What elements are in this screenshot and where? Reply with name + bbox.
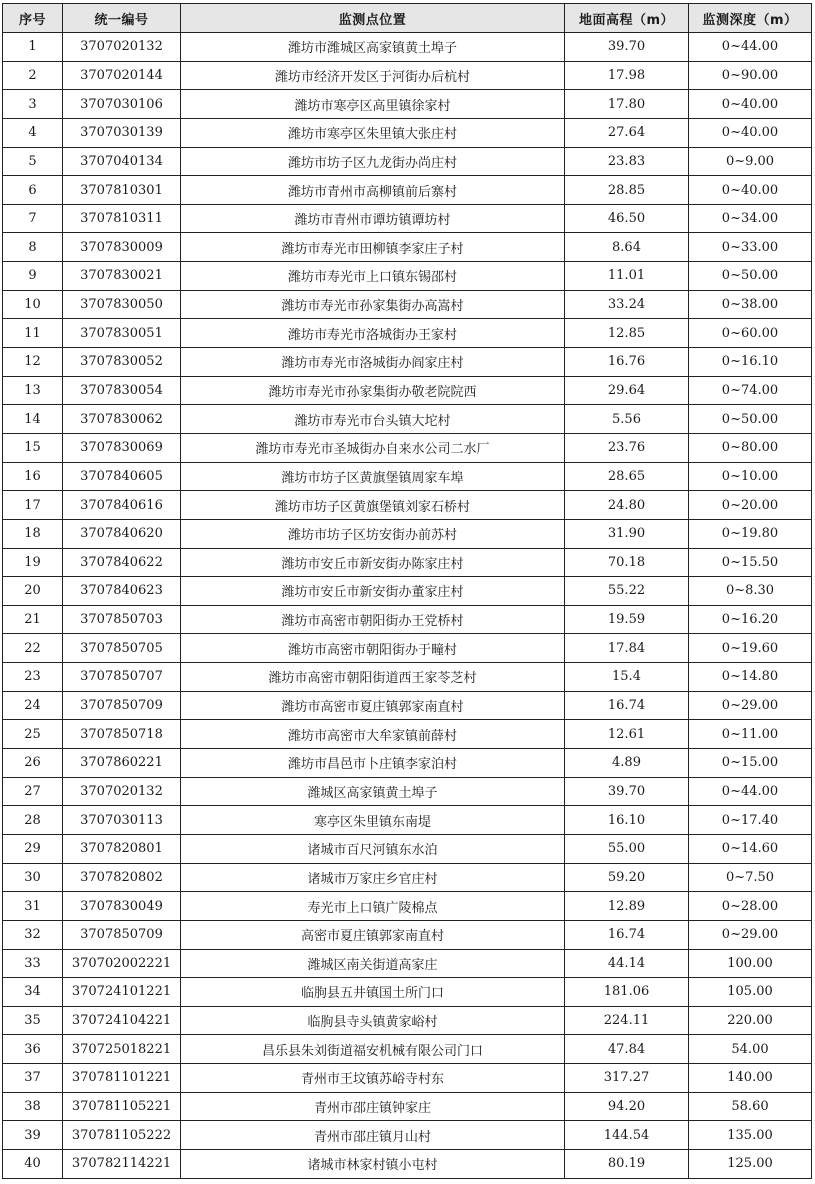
table-row bbox=[3, 720, 812, 749]
serial-number-cell: 16 bbox=[3, 462, 63, 491]
location-cell: 高密市夏庄镇郭家南直村 bbox=[181, 920, 565, 949]
serial-number-cell: 30 bbox=[3, 863, 63, 892]
monitoring-depth-cell: 0~74.00 bbox=[689, 376, 812, 405]
location-cell: 潍坊市寿光市洛城街办阎家庄村 bbox=[181, 348, 565, 377]
serial-number-cell: 26 bbox=[3, 749, 63, 778]
table-row bbox=[3, 118, 812, 147]
serial-number-cell: 14 bbox=[3, 405, 63, 434]
monitoring-depth-cell: 0~40.00 bbox=[689, 118, 812, 147]
unified-code-cell: 3707820802 bbox=[63, 863, 181, 892]
serial-number-cell: 4 bbox=[3, 118, 63, 147]
location-cell: 潍坊市高密市朝阳街道西王家苓芝村 bbox=[181, 663, 565, 692]
table-row bbox=[3, 777, 812, 806]
table-row bbox=[3, 949, 812, 978]
serial-number-cell: 35 bbox=[3, 1006, 63, 1035]
monitoring-depth-cell: 0~28.00 bbox=[689, 892, 812, 921]
ground-elevation-cell: 31.90 bbox=[565, 519, 689, 548]
monitoring-depth-cell: 125.00 bbox=[689, 1149, 812, 1178]
location-cell: 潍坊市安丘市新安街办董家庄村 bbox=[181, 577, 565, 606]
unified-code-cell: 3707020132 bbox=[63, 777, 181, 806]
location-cell: 诸城市百尺河镇东水泊 bbox=[181, 834, 565, 863]
location-cell: 诸城市林家村镇小屯村 bbox=[181, 1149, 565, 1178]
table-row bbox=[3, 147, 812, 176]
header-row bbox=[3, 4, 812, 33]
table-row bbox=[3, 405, 812, 434]
table-row bbox=[3, 462, 812, 491]
ground-elevation-cell: 17.80 bbox=[565, 90, 689, 119]
unified-code-cell: 3707830009 bbox=[63, 233, 181, 262]
location-cell: 潍坊市坊子区九龙街办尚庄村 bbox=[181, 147, 565, 176]
serial-number-cell: 21 bbox=[3, 605, 63, 634]
table-row bbox=[3, 834, 812, 863]
monitoring-depth-cell: 0~7.50 bbox=[689, 863, 812, 892]
table-row bbox=[3, 376, 812, 405]
unified-code-cell: 3707830050 bbox=[63, 290, 181, 319]
monitoring-depth-cell: 0~16.20 bbox=[689, 605, 812, 634]
location-cell: 青州市邵庄镇钟家庄 bbox=[181, 1092, 565, 1121]
unified-code-cell: 3707810301 bbox=[63, 176, 181, 205]
table-row bbox=[3, 1064, 812, 1093]
unified-code-cell: 3707860221 bbox=[63, 749, 181, 778]
location-cell: 青州市邵庄镇月山村 bbox=[181, 1121, 565, 1150]
ground-elevation-cell: 16.76 bbox=[565, 348, 689, 377]
location-cell: 潍坊市寒亭区朱里镇大张庄村 bbox=[181, 118, 565, 147]
serial-number-cell: 28 bbox=[3, 806, 63, 835]
location-cell: 潍坊市坊子区黄旗堡镇周家车埠 bbox=[181, 462, 565, 491]
unified-code-cell: 3707850703 bbox=[63, 605, 181, 634]
serial-number-cell: 20 bbox=[3, 577, 63, 606]
table-row bbox=[3, 319, 812, 348]
table-row bbox=[3, 634, 812, 663]
monitoring-depth-cell: 0~20.00 bbox=[689, 491, 812, 520]
ground-elevation-cell: 39.70 bbox=[565, 33, 689, 62]
serial-number-cell: 22 bbox=[3, 634, 63, 663]
location-cell: 临朐县五井镇国土所门口 bbox=[181, 978, 565, 1007]
monitoring-depth-cell: 0~60.00 bbox=[689, 319, 812, 348]
ground-elevation-cell: 28.65 bbox=[565, 462, 689, 491]
ground-elevation-cell: 181.06 bbox=[565, 978, 689, 1007]
serial-number-cell: 6 bbox=[3, 176, 63, 205]
unified-code-cell: 370724104221 bbox=[63, 1006, 181, 1035]
unified-code-cell: 370781105221 bbox=[63, 1092, 181, 1121]
monitoring-depth-cell: 0~19.80 bbox=[689, 519, 812, 548]
ground-elevation-cell: 23.76 bbox=[565, 433, 689, 462]
serial-number-cell: 8 bbox=[3, 233, 63, 262]
location-cell: 潍坊市潍城区高家镇黄土埠子 bbox=[181, 33, 565, 62]
monitoring-depth-cell: 135.00 bbox=[689, 1121, 812, 1150]
serial-number-cell: 33 bbox=[3, 949, 63, 978]
location-cell: 潍城区高家镇黄土埠子 bbox=[181, 777, 565, 806]
monitoring-points-table bbox=[2, 3, 812, 1179]
monitoring-depth-cell: 0~40.00 bbox=[689, 176, 812, 205]
ground-elevation-cell: 39.70 bbox=[565, 777, 689, 806]
unified-code-cell: 3707840605 bbox=[63, 462, 181, 491]
header-location: 监测点位置 bbox=[181, 4, 565, 33]
serial-number-cell: 19 bbox=[3, 548, 63, 577]
unified-code-cell: 3707840623 bbox=[63, 577, 181, 606]
location-cell: 昌乐县朱刘街道福安机械有限公司门口 bbox=[181, 1035, 565, 1064]
serial-number-cell: 13 bbox=[3, 376, 63, 405]
unified-code-cell: 3707840616 bbox=[63, 491, 181, 520]
location-cell: 潍坊市高密市朝阳街办王党桥村 bbox=[181, 605, 565, 634]
ground-elevation-cell: 19.59 bbox=[565, 605, 689, 634]
serial-number-cell: 5 bbox=[3, 147, 63, 176]
table-row bbox=[3, 663, 812, 692]
unified-code-cell: 370781105222 bbox=[63, 1121, 181, 1150]
serial-number-cell: 10 bbox=[3, 290, 63, 319]
location-cell: 潍坊市寿光市上口镇东锡邵村 bbox=[181, 262, 565, 291]
monitoring-depth-cell: 0~8.30 bbox=[689, 577, 812, 606]
serial-number-cell: 36 bbox=[3, 1035, 63, 1064]
monitoring-points-table-container bbox=[2, 3, 811, 1179]
location-cell: 潍坊市高密市大牟家镇前薛村 bbox=[181, 720, 565, 749]
monitoring-depth-cell: 0~80.00 bbox=[689, 433, 812, 462]
ground-elevation-cell: 27.64 bbox=[565, 118, 689, 147]
unified-code-cell: 3707020132 bbox=[63, 33, 181, 62]
table-row bbox=[3, 204, 812, 233]
location-cell: 潍坊市青州市高柳镇前后寨村 bbox=[181, 176, 565, 205]
table-row bbox=[3, 519, 812, 548]
table-row bbox=[3, 1121, 812, 1150]
unified-code-cell: 370724101221 bbox=[63, 978, 181, 1007]
location-cell: 潍城区南关街道高家庄 bbox=[181, 949, 565, 978]
unified-code-cell: 3707830052 bbox=[63, 348, 181, 377]
unified-code-cell: 3707840622 bbox=[63, 548, 181, 577]
table-row bbox=[3, 290, 812, 319]
unified-code-cell: 3707840620 bbox=[63, 519, 181, 548]
ground-elevation-cell: 16.74 bbox=[565, 691, 689, 720]
location-cell: 潍坊市青州市谭坊镇谭坊村 bbox=[181, 204, 565, 233]
unified-code-cell: 3707830049 bbox=[63, 892, 181, 921]
unified-code-cell: 3707830062 bbox=[63, 405, 181, 434]
table-row bbox=[3, 1092, 812, 1121]
serial-number-cell: 40 bbox=[3, 1149, 63, 1178]
serial-number-cell: 34 bbox=[3, 978, 63, 1007]
serial-number-cell: 24 bbox=[3, 691, 63, 720]
location-cell: 潍坊市寿光市圣城街办自来水公司二水厂 bbox=[181, 433, 565, 462]
ground-elevation-cell: 16.74 bbox=[565, 920, 689, 949]
ground-elevation-cell: 70.18 bbox=[565, 548, 689, 577]
table-row bbox=[3, 90, 812, 119]
location-cell: 潍坊市坊子区坊安街办前苏村 bbox=[181, 519, 565, 548]
monitoring-depth-cell: 0~50.00 bbox=[689, 262, 812, 291]
monitoring-depth-cell: 0~33.00 bbox=[689, 233, 812, 262]
serial-number-cell: 37 bbox=[3, 1064, 63, 1093]
unified-code-cell: 370702002221 bbox=[63, 949, 181, 978]
unified-code-cell: 370725018221 bbox=[63, 1035, 181, 1064]
table-row bbox=[3, 691, 812, 720]
unified-code-cell: 3707040134 bbox=[63, 147, 181, 176]
table-row bbox=[3, 577, 812, 606]
monitoring-depth-cell: 0~15.50 bbox=[689, 548, 812, 577]
monitoring-depth-cell: 0~14.80 bbox=[689, 663, 812, 692]
unified-code-cell: 3707850718 bbox=[63, 720, 181, 749]
unified-code-cell: 3707020144 bbox=[63, 61, 181, 90]
monitoring-depth-cell: 0~29.00 bbox=[689, 691, 812, 720]
location-cell: 潍坊市寿光市洛城街办王家村 bbox=[181, 319, 565, 348]
table-row bbox=[3, 920, 812, 949]
header-unified-code: 统一编号 bbox=[63, 4, 181, 33]
header-serial-number: 序号 bbox=[3, 4, 63, 33]
location-cell: 寒亭区朱里镇东南堤 bbox=[181, 806, 565, 835]
unified-code-cell: 3707030113 bbox=[63, 806, 181, 835]
monitoring-depth-cell: 140.00 bbox=[689, 1064, 812, 1093]
serial-number-cell: 31 bbox=[3, 892, 63, 921]
serial-number-cell: 17 bbox=[3, 491, 63, 520]
monitoring-depth-cell: 0~44.00 bbox=[689, 33, 812, 62]
unified-code-cell: 3707830069 bbox=[63, 433, 181, 462]
monitoring-depth-cell: 0~16.10 bbox=[689, 348, 812, 377]
location-cell: 青州市王坟镇苏峪寺村东 bbox=[181, 1064, 565, 1093]
monitoring-depth-cell: 0~38.00 bbox=[689, 290, 812, 319]
serial-number-cell: 38 bbox=[3, 1092, 63, 1121]
location-cell: 潍坊市安丘市新安街办陈家庄村 bbox=[181, 548, 565, 577]
location-cell: 潍坊市经济开发区于河街办后杭村 bbox=[181, 61, 565, 90]
table-row bbox=[3, 548, 812, 577]
ground-elevation-cell: 16.10 bbox=[565, 806, 689, 835]
serial-number-cell: 18 bbox=[3, 519, 63, 548]
serial-number-cell: 9 bbox=[3, 262, 63, 291]
location-cell: 潍坊市寿光市田柳镇李家庄子村 bbox=[181, 233, 565, 262]
ground-elevation-cell: 8.64 bbox=[565, 233, 689, 262]
unified-code-cell: 3707820801 bbox=[63, 834, 181, 863]
ground-elevation-cell: 55.22 bbox=[565, 577, 689, 606]
serial-number-cell: 39 bbox=[3, 1121, 63, 1150]
ground-elevation-cell: 44.14 bbox=[565, 949, 689, 978]
ground-elevation-cell: 24.80 bbox=[565, 491, 689, 520]
table-header bbox=[3, 4, 812, 33]
ground-elevation-cell: 12.61 bbox=[565, 720, 689, 749]
monitoring-depth-cell: 0~40.00 bbox=[689, 90, 812, 119]
ground-elevation-cell: 47.84 bbox=[565, 1035, 689, 1064]
ground-elevation-cell: 17.84 bbox=[565, 634, 689, 663]
header-monitoring-depth: 监测深度（m） bbox=[689, 4, 812, 33]
ground-elevation-cell: 23.83 bbox=[565, 147, 689, 176]
unified-code-cell: 3707830021 bbox=[63, 262, 181, 291]
serial-number-cell: 29 bbox=[3, 834, 63, 863]
ground-elevation-cell: 55.00 bbox=[565, 834, 689, 863]
monitoring-depth-cell: 0~10.00 bbox=[689, 462, 812, 491]
ground-elevation-cell: 144.54 bbox=[565, 1121, 689, 1150]
unified-code-cell: 3707850705 bbox=[63, 634, 181, 663]
monitoring-depth-cell: 54.00 bbox=[689, 1035, 812, 1064]
location-cell: 潍坊市寿光市孙家集街办敬老院院西 bbox=[181, 376, 565, 405]
location-cell: 临朐县寺头镇黄家峪村 bbox=[181, 1006, 565, 1035]
monitoring-depth-cell: 0~29.00 bbox=[689, 920, 812, 949]
monitoring-depth-cell: 0~9.00 bbox=[689, 147, 812, 176]
monitoring-depth-cell: 0~14.60 bbox=[689, 834, 812, 863]
location-cell: 潍坊市坊子区黄旗堡镇刘家石桥村 bbox=[181, 491, 565, 520]
unified-code-cell: 370781101221 bbox=[63, 1064, 181, 1093]
serial-number-cell: 23 bbox=[3, 663, 63, 692]
unified-code-cell: 3707810311 bbox=[63, 204, 181, 233]
table-row bbox=[3, 605, 812, 634]
ground-elevation-cell: 33.24 bbox=[565, 290, 689, 319]
unified-code-cell: 3707850709 bbox=[63, 920, 181, 949]
monitoring-depth-cell: 0~17.40 bbox=[689, 806, 812, 835]
table-row bbox=[3, 491, 812, 520]
table-row bbox=[3, 233, 812, 262]
table-row bbox=[3, 176, 812, 205]
serial-number-cell: 25 bbox=[3, 720, 63, 749]
header-ground-elevation: 地面高程（m） bbox=[565, 4, 689, 33]
serial-number-cell: 32 bbox=[3, 920, 63, 949]
location-cell: 潍坊市高密市夏庄镇郭家南直村 bbox=[181, 691, 565, 720]
ground-elevation-cell: 15.4 bbox=[565, 663, 689, 692]
serial-number-cell: 12 bbox=[3, 348, 63, 377]
serial-number-cell: 11 bbox=[3, 319, 63, 348]
table-row bbox=[3, 262, 812, 291]
table-row bbox=[3, 806, 812, 835]
serial-number-cell: 2 bbox=[3, 61, 63, 90]
serial-number-cell: 27 bbox=[3, 777, 63, 806]
table-row bbox=[3, 348, 812, 377]
serial-number-cell: 7 bbox=[3, 204, 63, 233]
unified-code-cell: 370782114221 bbox=[63, 1149, 181, 1178]
table-row bbox=[3, 1149, 812, 1178]
ground-elevation-cell: 17.98 bbox=[565, 61, 689, 90]
monitoring-depth-cell: 0~50.00 bbox=[689, 405, 812, 434]
ground-elevation-cell: 80.19 bbox=[565, 1149, 689, 1178]
monitoring-depth-cell: 0~90.00 bbox=[689, 61, 812, 90]
monitoring-depth-cell: 0~34.00 bbox=[689, 204, 812, 233]
table-row bbox=[3, 978, 812, 1007]
ground-elevation-cell: 59.20 bbox=[565, 863, 689, 892]
ground-elevation-cell: 12.85 bbox=[565, 319, 689, 348]
table-row bbox=[3, 863, 812, 892]
unified-code-cell: 3707850709 bbox=[63, 691, 181, 720]
monitoring-depth-cell: 0~15.00 bbox=[689, 749, 812, 778]
location-cell: 诸城市万家庄乡官庄村 bbox=[181, 863, 565, 892]
ground-elevation-cell: 224.11 bbox=[565, 1006, 689, 1035]
ground-elevation-cell: 4.89 bbox=[565, 749, 689, 778]
table-row bbox=[3, 433, 812, 462]
unified-code-cell: 3707830051 bbox=[63, 319, 181, 348]
table-row bbox=[3, 1006, 812, 1035]
serial-number-cell: 15 bbox=[3, 433, 63, 462]
location-cell: 潍坊市高密市朝阳街办于疃村 bbox=[181, 634, 565, 663]
location-cell: 潍坊市昌邑市卜庄镇李家泊村 bbox=[181, 749, 565, 778]
ground-elevation-cell: 11.01 bbox=[565, 262, 689, 291]
monitoring-depth-cell: 105.00 bbox=[689, 978, 812, 1007]
location-cell: 潍坊市寿光市孙家集街办高嵩村 bbox=[181, 290, 565, 319]
ground-elevation-cell: 46.50 bbox=[565, 204, 689, 233]
table-row bbox=[3, 61, 812, 90]
monitoring-depth-cell: 0~11.00 bbox=[689, 720, 812, 749]
monitoring-depth-cell: 0~19.60 bbox=[689, 634, 812, 663]
monitoring-depth-cell: 0~44.00 bbox=[689, 777, 812, 806]
table-row bbox=[3, 33, 812, 62]
unified-code-cell: 3707030106 bbox=[63, 90, 181, 119]
monitoring-depth-cell: 220.00 bbox=[689, 1006, 812, 1035]
ground-elevation-cell: 29.64 bbox=[565, 376, 689, 405]
serial-number-cell: 3 bbox=[3, 90, 63, 119]
table-row bbox=[3, 892, 812, 921]
serial-number-cell: 1 bbox=[3, 33, 63, 62]
monitoring-depth-cell: 100.00 bbox=[689, 949, 812, 978]
ground-elevation-cell: 317.27 bbox=[565, 1064, 689, 1093]
ground-elevation-cell: 12.89 bbox=[565, 892, 689, 921]
unified-code-cell: 3707830054 bbox=[63, 376, 181, 405]
monitoring-depth-cell: 58.60 bbox=[689, 1092, 812, 1121]
location-cell: 潍坊市寿光市台头镇大坨村 bbox=[181, 405, 565, 434]
location-cell: 潍坊市寒亭区高里镇徐家村 bbox=[181, 90, 565, 119]
table-body bbox=[3, 33, 812, 1179]
table-row bbox=[3, 749, 812, 778]
table-row bbox=[3, 1035, 812, 1064]
location-cell: 寿光市上口镇广陵棉点 bbox=[181, 892, 565, 921]
ground-elevation-cell: 94.20 bbox=[565, 1092, 689, 1121]
ground-elevation-cell: 28.85 bbox=[565, 176, 689, 205]
ground-elevation-cell: 5.56 bbox=[565, 405, 689, 434]
unified-code-cell: 3707850707 bbox=[63, 663, 181, 692]
unified-code-cell: 3707030139 bbox=[63, 118, 181, 147]
